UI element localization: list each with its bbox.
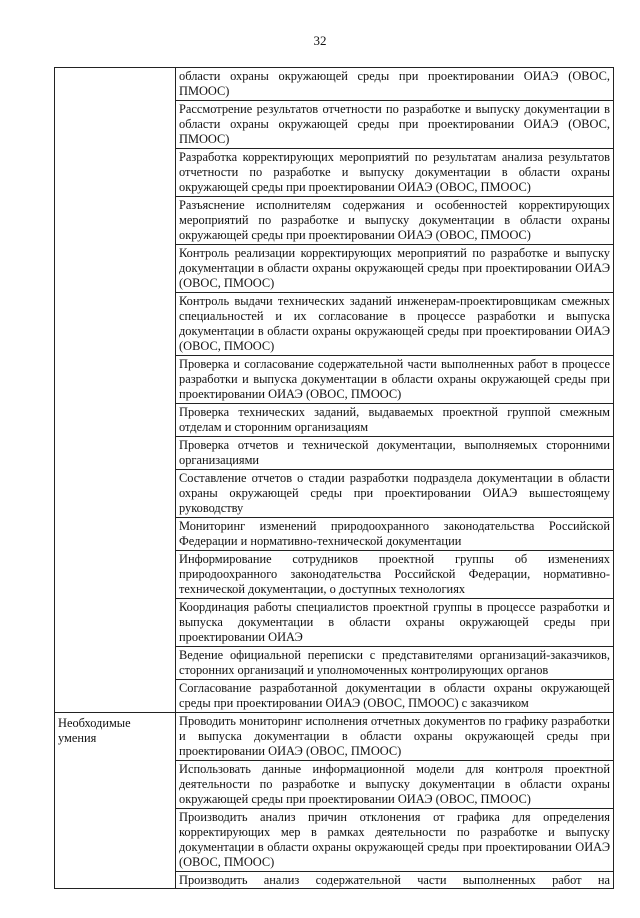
item-text: Контроль реализации корректирующих мероприятий по разработке и выпуску документации в области охраны окружающей среды при проектировании ОИАЭ (ОВОС, ПМООС) [179, 246, 610, 290]
item-cell [176, 197, 614, 245]
item-cell [176, 470, 614, 518]
competency-table [54, 67, 614, 889]
item-cell [176, 293, 614, 356]
item-cell [176, 551, 614, 599]
item-cell [176, 101, 614, 149]
item-cell [176, 245, 614, 293]
item-text: Согласование разработанной документации в области охраны окружающей среды при проектировании ОИАЭ (ОВОС, ПМООС) с заказчиком [179, 681, 610, 710]
page-number: 32 [313, 33, 327, 48]
section-label-cell [55, 713, 176, 889]
item-text: Составление отчетов о стадии разработки подраздела документации в области охраны окружающей среды при проектировании ОИАЭ вышестоящему руководству [179, 471, 610, 515]
item-text: области охраны окружающей среды при проектировании ОИАЭ (ОВОС, ПМООС) [179, 69, 610, 98]
item-text: Разъяснение исполнителям содержания и особенностей корректирующих мероприятий по разработке и выпуску документации в области охраны окружающей среды при проектировании ОИАЭ (ОВОС, ПМООС) [179, 198, 610, 242]
item-cell [176, 809, 614, 872]
section-label: Необходимые умения [58, 716, 131, 745]
item-text: Производить анализ причин отклонения от графика для определения корректирующих мер в рамках деятельности по разработке и выпуску документации в области охраны окружающей среды при проектировании ОИАЭ (ОВОС, ПМООС) [179, 810, 610, 869]
table-row [55, 713, 614, 761]
item-text: Проверка отчетов и технической документации, выполняемых сторонними организациями [179, 438, 610, 467]
item-text: Ведение официальной переписки с представителями организаций-заказчиков, сторонних организаций и уполномоченных контролирующих органов [179, 648, 610, 677]
item-cell [176, 680, 614, 713]
item-text: Проводить мониторинг исполнения отчетных документов по графику разработки и выпуска документации в области охраны окружающей среды при проектировании ОИАЭ (ОВОС, ПМООС) [179, 714, 610, 758]
item-text: Использовать данные информационной модели для контроля проектной деятельности по разработке и выпуску документации в области охраны окружающей среды при проектировании ОИАЭ (ОВОС, ПМООС) [179, 762, 610, 806]
item-cell [176, 713, 614, 761]
item-text: Мониторинг изменений природоохранного законодательства Российской Федерации и нормативно-технической документации [179, 519, 610, 548]
item-text: Проверка и согласование содержательной части выполненных работ в процессе разработки и выпуска документации в области охраны окружающей среды при проектировании ОИАЭ (ОВОС, ПМООС) [179, 357, 610, 401]
item-text: Рассмотрение результатов отчетности по разработке и выпуску документации в области охраны окружающей среды при проектировании ОИАЭ (ОВОС, ПМООС) [179, 102, 610, 146]
table-row [55, 68, 614, 101]
item-text: Контроль выдачи технических заданий инженерам-проектировщикам смежных специальностей и их согласование в процессе разработки и выпуска документации в области охраны окружающей среды при проектировании ОИАЭ (ОВОС, ПМООС) [179, 294, 610, 353]
item-text: Информирование сотрудников проектной группы об изменениях природоохранного законодательства Российской Федерации, нормативно-технической документации, о доступных технологиях [179, 552, 610, 596]
item-text: Проверка технических заданий, выдаваемых проектной группой смежным отделам и сторонним организациям [179, 405, 610, 434]
item-cell [176, 599, 614, 647]
item-text: Производить анализ содержательной части выполненных работ на [179, 873, 610, 887]
item-cell [176, 647, 614, 680]
section-label-cell [55, 68, 176, 713]
item-cell [176, 437, 614, 470]
item-text: Разработка корректирующих мероприятий по результатам анализа результатов отчетности по разработке и выпуску документации в области охраны окружающей среды при проектировании ОИАЭ (ОВОС, ПМООС) [179, 150, 610, 194]
item-cell [176, 149, 614, 197]
item-cell [176, 518, 614, 551]
item-cell [176, 761, 614, 809]
item-text: Координация работы специалистов проектной группы в процессе разработки и выпуска документации в области охраны окружающей среды при проектировании ОИАЭ [179, 600, 610, 644]
item-cell [176, 68, 614, 101]
item-cell [176, 872, 614, 889]
item-cell [176, 404, 614, 437]
item-cell [176, 356, 614, 404]
